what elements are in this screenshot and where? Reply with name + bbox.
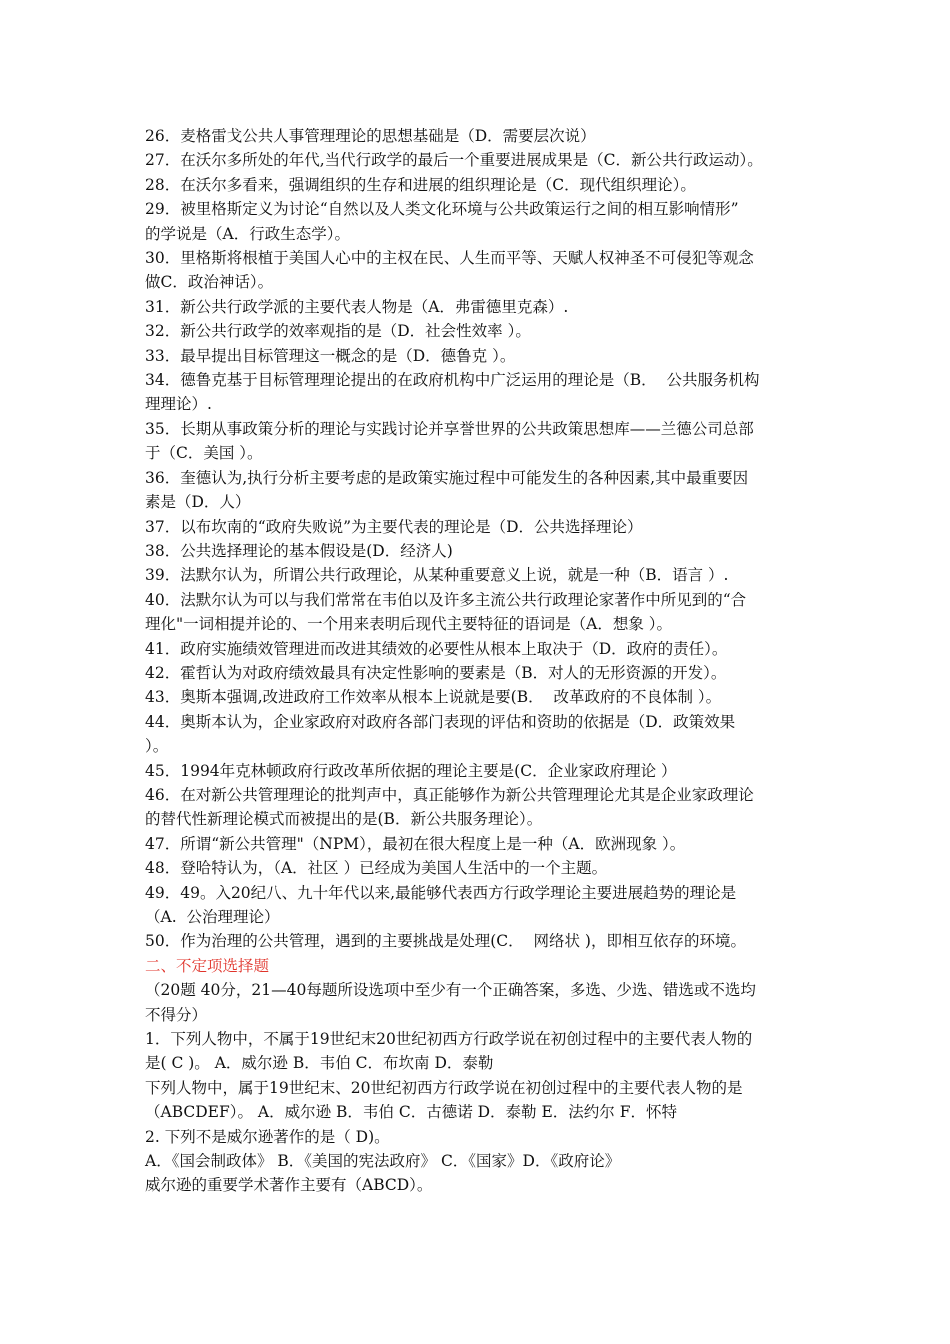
text-line: 2. 下列不是威尔逊著作的是（ D)。 <box>145 1127 390 1146</box>
text-line: 46．在对新公共管理理论的批判声中，真正能够作为新公共管理理论尤其是企业家政理论 <box>145 785 754 804</box>
text-line: 做C．政治神话）。 <box>145 273 274 292</box>
text-line: 39．法默尔认为，所谓公共行政理论，从某种重要意义上说，就是一种（B．语言 ）. <box>145 566 729 585</box>
text-line: 不得分） <box>145 1005 208 1024</box>
text-line: 31．新公共行政学派的主要代表人物是（A．弗雷德里克森）. <box>145 297 569 316</box>
text-line: 49．49。入20纪八、九十年代以来,最能够代表西方行政学理论主要进展趋势的理论是 <box>145 883 737 902</box>
text-line: 45．1994年克林顿政府行政改革所依据的理论主要是(C．企业家政府理论 ） <box>145 761 677 780</box>
text-line: 47．所谓“新公共管理"（NPM），最初在很大程度上是一种（A．欧洲现象 ）。 <box>145 834 686 853</box>
text-line: 于（C．美国 ）。 <box>145 444 263 463</box>
text-line: 的学说是（A．行政生态学）。 <box>145 224 350 243</box>
text-line: 的替代性新理论模式而被提出的是(B．新公共服务理论）。 <box>145 810 543 829</box>
text-line: 41．政府实施绩效管理进而改进其绩效的必要性从根本上取决于（D．政府的责任）。 <box>145 639 728 658</box>
text-line: 威尔逊的重要学术著作主要有（ABCD）。 <box>145 1176 433 1195</box>
text-line: 素是（D．人） <box>145 493 251 512</box>
section-heading: 二、不定项选择题 <box>145 956 270 975</box>
text-line: 26．麦格雷戈公共人事管理理论的思想基础是（D．需要层次说） <box>145 127 596 145</box>
text-line: 理理论）. <box>145 395 212 414</box>
text-line: 38．公共选择理论的基本假设是(D．经济人) <box>145 541 453 560</box>
text-line: （20题 40分，21—40每题所设选项中至少有一个正确答案，多选、少选、错选或不选均 <box>145 981 756 1000</box>
text-line: 27．在沃尔多所处的年代,当代行政学的最后一个重要进展成果是（C．新公共行政运动）。 <box>145 151 763 170</box>
text-line: A．《国会制政体》 B．《美国的宪法政府》 C．《国家》D．《政府论》 <box>145 1152 621 1171</box>
text-line: 42．霍哲认为对政府绩效最具有决定性影响的要素是（B．对人的无形资源的开发）。 <box>145 663 727 682</box>
text-line: 34．德鲁克基于目标管理理论提出的在政府机构中广泛运用的理论是（B． 公共服务机构 <box>145 371 760 390</box>
text-line: 40．法默尔认为可以与我们常常在韦伯以及许多主流公共行政理论家著作中所见到的“合 <box>145 590 747 609</box>
document-body <box>145 124 825 1198</box>
text-line: 50．作为治理的公共管理，遇到的主要挑战是处理(C． 网络状 )，即相互依存的环境。 <box>145 932 746 951</box>
text-line: 43．奥斯本强调,改进政府工作效率从根本上说就是要(B． 改革政府的不良体制 ）。 <box>145 688 722 707</box>
text-line: （ABCDEF）。 A．威尔逊 B．韦伯 C．古德诺 D．泰勒 E．法约尔 F．怀特 <box>145 1103 677 1122</box>
text-line: 48．登哈特认为，（A．社区 ）已经成为美国人生活中的一个主题。 <box>145 859 608 878</box>
text-line: 37．以布坎南的“政府失败说”为主要代表的理论是（D．公共选择理论） <box>145 517 643 536</box>
text-line: 32．新公共行政学的效率观指的是（D．社会性效率 ）。 <box>145 322 531 341</box>
text-line: 下列人物中，属于19世纪末、20世纪初西方行政学说在初创过程中的主要代表人物的是 <box>145 1078 743 1097</box>
text-line: ）。 <box>145 737 169 756</box>
text-line: 44．奥斯本认为，企业家政府对政府各部门表现的评估和资助的依据是（D．政策效果 <box>145 712 736 731</box>
text-line: 是( C )。 A．威尔逊 B．韦伯 C．布坎南 D．泰勒 <box>145 1054 494 1073</box>
text-line: 30．里格斯将根植于美国人心中的主权在民、人生而平等、天赋人权神圣不可侵犯等观念 <box>145 249 754 268</box>
text-line: 33．最早提出目标管理这一概念的是（D．德鲁克 ）。 <box>145 346 516 365</box>
text-line: 36．奎德认为,执行分析主要考虑的是政策实施过程中可能发生的各种因素,其中最重要因 <box>145 468 749 487</box>
text-line: 29．被里格斯定义为讨论“自然以及人类文化环境与公共政策运行之间的相互影响情形” <box>145 200 739 219</box>
text-line: 理化"一词相提并论的、一个用来表明后现代主要特征的语词是（A．想象 ）。 <box>145 615 673 634</box>
text-line: （A. 公治理理论） <box>145 908 280 926</box>
text-line: 28．在沃尔多看来，强调组织的生存和进展的组织理论是（C．现代组织理论）。 <box>145 175 696 194</box>
text-line: 35．长期从事政策分析的理论与实践讨论并享誉世界的公共政策思想库——兰德公司总部 <box>145 419 754 438</box>
text-line: 1．下列人物中，不属于19世纪末20世纪初西方行政学说在初创过程中的主要代表人物的 <box>145 1030 753 1049</box>
